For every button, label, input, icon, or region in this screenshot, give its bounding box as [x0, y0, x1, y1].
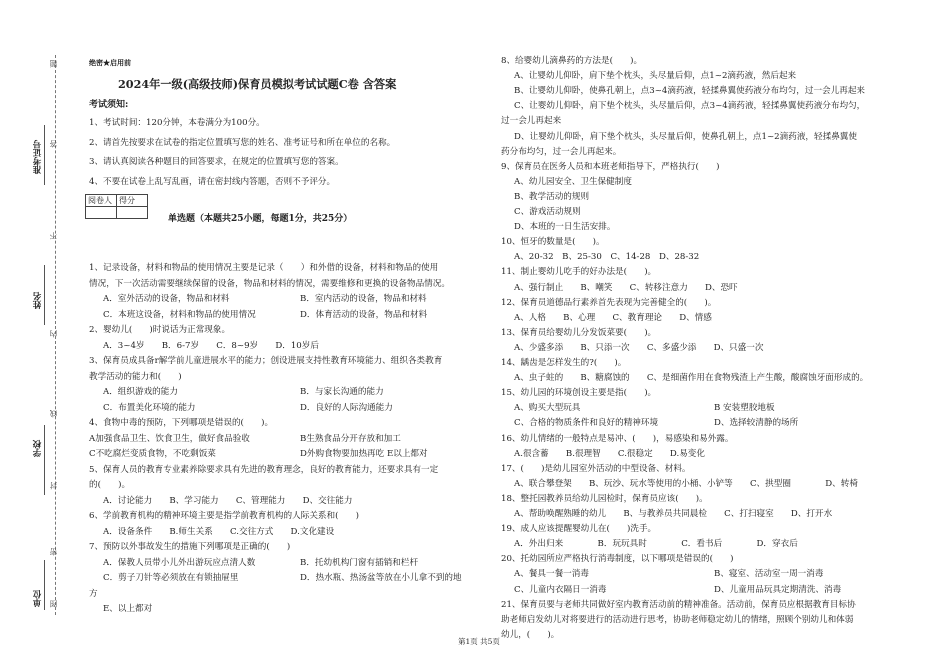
- answer-option: A、人格 B、心理 C、教育理论 D、情感: [514, 312, 712, 323]
- reviewer-cell: 阅卷人: [86, 195, 117, 207]
- question-text: 药分布均匀，过一会儿再起来。: [501, 146, 622, 157]
- score-blank[interactable]: [117, 207, 148, 219]
- question-text: 4、食物中毒的预防，下列哪项是错误的( )。: [89, 418, 274, 428]
- answer-option: A、虫子蛀的 B、糖腐蚀的 C、是细菌作用在食物残渣上产生酸，酸腐蚀牙面形成的。: [514, 373, 869, 384]
- answer-option: D、让婴幼儿仰卧，肩下垫个枕头，头尽量后仰，使鼻孔朝上，点1~2滴药液，轻揉鼻翼使: [514, 131, 857, 142]
- answer-option: A、少盛多添 B、只添一次 C、多盛少添 D、只盛一次: [514, 342, 764, 353]
- question-text: 7、预防以外事故发生的措施下列哪项是正确的( ): [89, 542, 291, 552]
- binding-mark: 内: [49, 330, 58, 338]
- binding-mark: 图: [49, 600, 58, 608]
- score-table: [85, 194, 148, 219]
- answer-option: A、餐具一餐一消毒: [514, 569, 589, 580]
- question-text: 11、制止婴幼儿吃手的好办法是( )。: [501, 267, 657, 278]
- page-title: 2024年一级(高级技师)保育员模拟考试试题C卷 含答案: [118, 77, 397, 91]
- answer-option: D、选择较清静的场所: [714, 418, 799, 429]
- notice-item: 1、考试时间：120分钟，本卷满分为100分。: [89, 118, 265, 128]
- answer-option: C、游戏活动规则: [514, 207, 581, 217]
- binding-mark: 答: [49, 140, 58, 148]
- answer-option: A．3~4岁 B．6-7岁 C．8~9岁 D．10岁后: [103, 340, 319, 351]
- answer-option: C、儿童内衣隔日一消毒: [514, 584, 607, 595]
- question-text: 情况，下一次活动需要继续保留的设备，物品和材料的情况，需要维修和更换的设备物品情况。: [89, 278, 450, 289]
- question-text: A加强食品卫生、饮食卫生，做好食品验收: [89, 433, 250, 444]
- binding-mark: 线: [49, 410, 58, 418]
- question-text: 21、保育员要与老师共同做好室内教育活动前的精神准备。活动前，保育员应根据教育目标协: [501, 599, 856, 610]
- question-text: 助老师启发幼儿对将要进行的活动进行思考，协助老师稳定幼儿的情绪，照顾个别幼儿和体弱: [501, 614, 854, 625]
- answer-option: C．本班这设备，材料和物品的使用情况: [103, 309, 256, 320]
- binding-mark: 不: [49, 232, 58, 240]
- question-text: 教学活动的能力和( ): [89, 371, 182, 382]
- question-text: 9、保育员在医务人员和本班老师指导下，严格执行( ): [501, 161, 720, 172]
- question-text: 方: [89, 588, 98, 599]
- question-text: 5、保育人员的教育专业素养除要求具有先进的教育理念，良好的教育能力，还要求具有一定: [89, 464, 439, 475]
- question-text: 20、托幼园所应严格执行消毒制度，以下哪项是错误的( ): [501, 554, 734, 565]
- reviewer-blank[interactable]: [86, 207, 117, 219]
- answer-option: A、购买大型玩具: [514, 403, 581, 414]
- answer-option: B、让婴幼儿仰卧，使鼻孔朝上，点3~4滴药液，轻揉鼻翼使药液分布均匀，过一会儿再起来: [514, 86, 866, 97]
- answer-option: C．布置美化环境的能力: [103, 402, 196, 413]
- school-label: 学校: [33, 440, 43, 457]
- question-text: 18、整托园教养员给幼儿园检时，保育员应该( )。: [501, 493, 708, 504]
- question-text: 19、成人应该提醒婴幼儿在( )洗手。: [501, 524, 657, 535]
- question-text: 1、记录设备，材料和物品的使用情况主要是记录（ ）和外借的设备，材料和物品的使用: [89, 263, 439, 273]
- exam-no-underline: [44, 125, 45, 185]
- answer-option: A、强行制止 B、嘲笑 C、转移注意力 D、恐吓: [514, 282, 738, 293]
- answer-option: B、教学活动的规则: [514, 191, 590, 202]
- name-underline: [44, 265, 45, 325]
- question-text: 14、龋齿是怎样发生的?( )。: [501, 358, 627, 368]
- answer-option: A、帮助唤醒熟睡的幼儿 B、与教养员共同晨检 C、打扫寝室 D、打开水: [514, 509, 833, 519]
- section-title: 单选题（本题共25小题，每题1分，共25分）: [168, 214, 353, 224]
- answer-option: B、寝室、活动室一周一消毒: [714, 569, 824, 580]
- question-text: 过一会儿再起来: [501, 116, 562, 127]
- answer-option: A．设备条件 B.师生关系 C.交往方式 D.文化建设: [103, 526, 335, 537]
- answer-option: A．保教人员带小儿外出游玩应点清人数: [103, 557, 256, 568]
- score-cell: 得分: [117, 195, 148, 207]
- answer-option: A、幼儿园安全、卫生保健制度: [514, 176, 632, 187]
- answer-option: B．室内活动的设备，物品和材料: [300, 294, 427, 304]
- answer-option: C．剪子刀针等必须放在有锁抽屉里: [103, 573, 239, 583]
- answer-option: B．托幼机构门窗有插销和栏杆: [300, 557, 419, 568]
- question-text: 3、保育员成具备r解学前儿童进展水平的能力；创设进展支持性教育环境能力、组织各类教育: [89, 356, 443, 366]
- question-text: 16、幼儿情绪的一般特点是易冲、( )，易感染和易外露。: [501, 433, 734, 444]
- question-text: 17、( )是幼儿园室外活动的中型设备、材料。: [501, 463, 691, 474]
- answer-option: C、让婴幼儿仰卧，肩下垫个枕头，头尽量后仰，点3~4滴药液，轻揉鼻翼使药液分布均匀，: [514, 101, 866, 112]
- answer-option: A.很含蓄 B.很理智 C.很稳定 D.易变化: [514, 448, 705, 459]
- unit-underline: [44, 560, 45, 610]
- question-text: C不吃腐烂变质食物，不吃剩饭菜: [89, 449, 216, 459]
- answer-option: C、合格的物质条件和良好的精神环境: [514, 418, 659, 429]
- question-text: D外购食物要加热再吃 E以上都对: [300, 449, 428, 459]
- answer-option: B 安装塑胶地板: [714, 403, 775, 414]
- answer-option: E、以上都对: [103, 604, 153, 614]
- question-text: 13、保育员给婴幼儿分发饭菜要( )。: [501, 327, 657, 338]
- question-text: 10、恒牙的数量是( )。: [501, 237, 605, 248]
- notice-item: 3、请认真阅读各种题目的回答要求，在规定的位置填写您的答案。: [89, 157, 344, 167]
- binding-mark: 封: [49, 482, 58, 490]
- answer-option: A．外出归来 B．玩玩具时 C．看书后 D．穿衣后: [514, 539, 798, 550]
- question-text: 6、学前教育机构的精神环境主要是指学前教育机构的人际关系和( ): [89, 511, 359, 521]
- answer-option: A、联合攀登架 B、玩沙、玩水等使用的小桶、小铲等 C、拱型圈 D、转椅: [514, 478, 858, 489]
- question-text: 幼儿，( )。: [501, 629, 560, 640]
- binding-mark: 密: [49, 548, 58, 556]
- notice-item: 2、请首先按要求在试卷的指定位置填写您的姓名、准考证号和所在单位的名称。: [89, 138, 396, 148]
- page-number: 第1页 共5页: [458, 637, 500, 646]
- exam-no-label: 准考证号: [33, 140, 43, 174]
- answer-option: A、让婴幼儿仰卧，肩下垫个枕头，头尽量后仰，点1~2滴药液，然后起来: [514, 71, 797, 82]
- answer-option: A．讨论能力 B、学习能力 C、管理能力 D、交往能力: [103, 495, 353, 506]
- notice-item: 4、不要在试卷上乱写乱画，请在密封线内答题，否则不予评分。: [89, 177, 336, 187]
- name-label: 姓名: [33, 292, 43, 309]
- question-text: 的( )。: [89, 480, 131, 490]
- question-text: 8、给婴幼儿滴鼻药的方法是( )。: [501, 56, 643, 66]
- school-underline: [44, 425, 45, 495]
- answer-option: B．与家长沟通的能力: [300, 387, 384, 397]
- answer-option: D．体育活动的设备，物品和材料: [300, 309, 428, 320]
- answer-option: A、20-32 B、25-30 C、14-28 D、28-32: [514, 252, 700, 263]
- answer-option: A．组织游戏的能力: [103, 387, 178, 397]
- answer-option: D．热水瓶、热汤盆等放在小儿拿不到的地: [300, 573, 462, 583]
- question-text: B生熟食品分开存放和加工: [300, 433, 401, 444]
- unit-label: 单位: [33, 590, 43, 607]
- binding-mark: 题: [49, 60, 58, 68]
- notice-heading: 考试须知:: [89, 100, 129, 110]
- answer-option: D、儿童用品玩具定期清洗、消毒: [714, 584, 842, 595]
- answer-option: D、本班的一日生活安排。: [514, 222, 616, 233]
- answer-option: D．良好的人际沟通能力: [300, 402, 393, 413]
- question-text: 15、幼儿园的环境创设主要是指( )。: [501, 388, 657, 399]
- answer-option: A．室外活动的设备，物品和材料: [103, 294, 230, 304]
- secret-mark: 绝密★启用前: [89, 58, 131, 67]
- question-text: 2、婴幼儿( )时说话为正常现象。: [89, 325, 231, 335]
- question-text: 12、保育员道德品行素养首先表现为完善健全的( )。: [501, 297, 717, 308]
